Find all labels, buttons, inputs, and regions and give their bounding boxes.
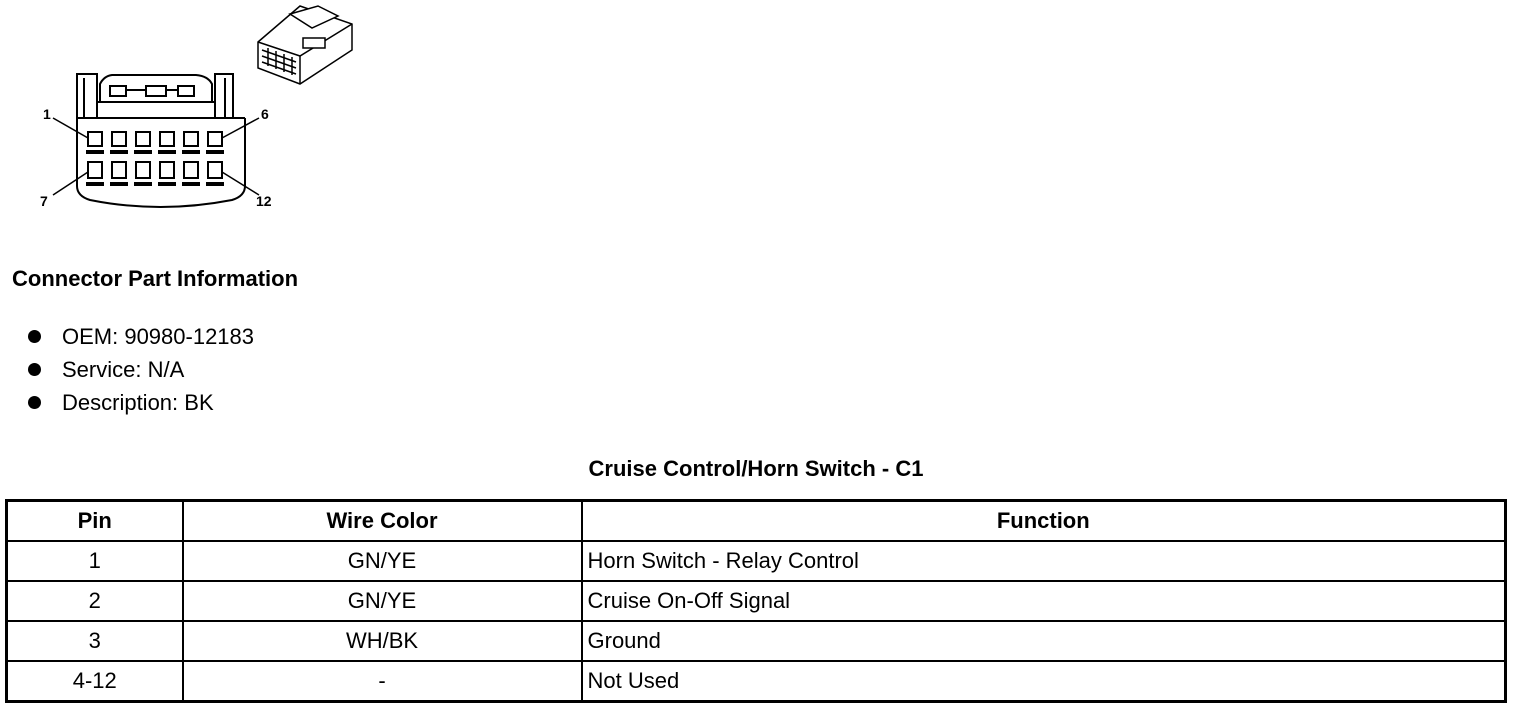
cell-function: Horn Switch - Relay Control <box>582 541 1506 581</box>
cell-pin: 3 <box>7 621 183 661</box>
table-header-row <box>7 501 1506 542</box>
pin-label-6: 6 <box>261 106 269 122</box>
cell-pin: 4-12 <box>7 661 183 702</box>
connector-diagram <box>0 0 380 225</box>
description-text: Description: BK <box>62 389 214 415</box>
cell-wire-color: WH/BK <box>183 621 582 661</box>
pin-label-12: 12 <box>256 193 272 209</box>
cell-function: Cruise On-Off Signal <box>582 581 1506 621</box>
table-row <box>7 661 1506 702</box>
cell-function: Ground <box>582 621 1506 661</box>
oem-text: OEM: 90980-12183 <box>62 323 255 349</box>
cell-function: Not Used <box>582 661 1506 702</box>
cell-wire-color: GN/YE <box>183 581 582 621</box>
bullet-icon <box>28 396 41 409</box>
pinout-table <box>5 499 1507 703</box>
pin-label-7: 7 <box>40 193 48 209</box>
connector-info-list <box>28 320 254 419</box>
list-item-oem <box>28 320 254 353</box>
list-item-service <box>28 353 254 386</box>
header-pin: Pin <box>7 501 183 542</box>
pin-latches <box>86 150 224 186</box>
pin-label-1: 1 <box>43 106 51 122</box>
bullet-icon <box>28 363 41 376</box>
cell-pin: 2 <box>7 581 183 621</box>
pin-leader-lines <box>53 118 259 195</box>
list-item-description <box>28 386 254 419</box>
header-function: Function <box>582 501 1506 542</box>
cell-pin: 1 <box>7 541 183 581</box>
table-row <box>7 581 1506 621</box>
table-title: Cruise Control/Horn Switch - C1 <box>588 456 924 481</box>
table-row <box>7 541 1506 581</box>
header-wire-color: Wire Color <box>183 501 582 542</box>
pin-cavities <box>88 132 222 178</box>
service-text: Service: N/A <box>62 356 185 382</box>
connector-3d-illustration <box>258 6 352 84</box>
table-row <box>7 621 1506 661</box>
cell-wire-color: GN/YE <box>183 541 582 581</box>
bullet-icon <box>28 330 41 343</box>
cell-wire-color: - <box>183 661 582 702</box>
connector-info-heading: Connector Part Information <box>12 266 299 291</box>
